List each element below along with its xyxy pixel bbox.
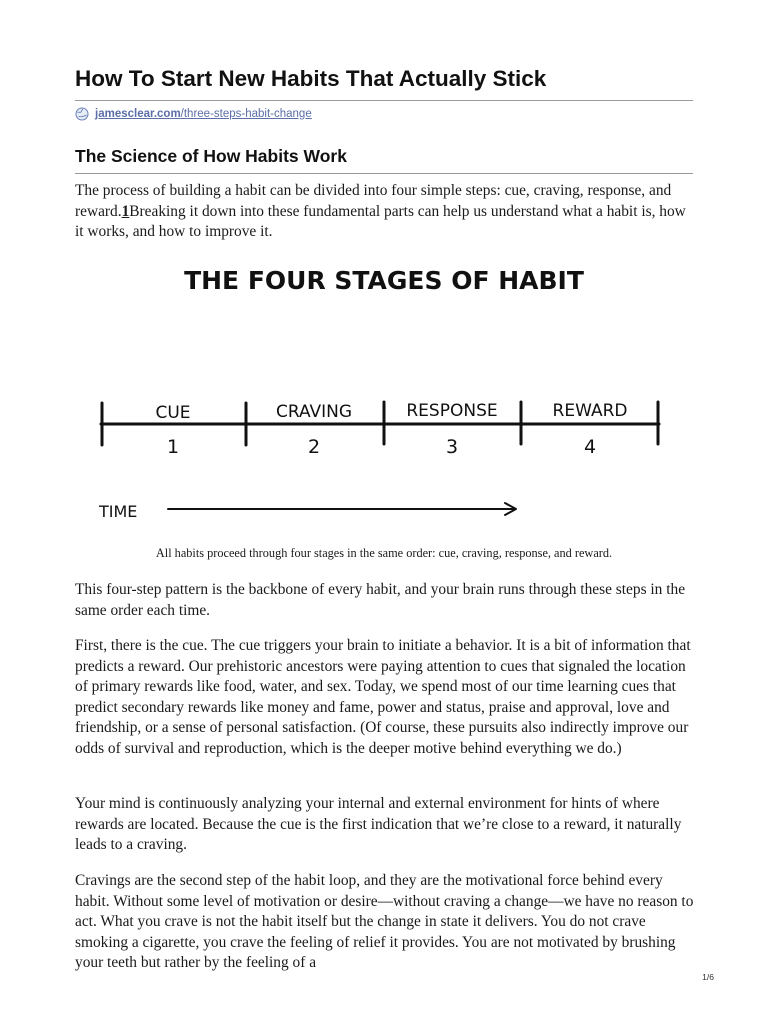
body-paragraph: This four-step pattern is the backbone of every habit, and your brain runs through these steps in the same order each time.	[75, 581, 686, 619]
title-divider	[75, 100, 693, 101]
source-path: /three-steps-habit-change	[180, 108, 312, 120]
article-title: How To Start New Habits That Actually Stick	[75, 66, 547, 91]
stage-label-reward: REWARD	[552, 401, 628, 421]
stage-number-2: 2	[307, 436, 321, 458]
source-line	[75, 106, 312, 122]
page-number: 1/6	[702, 972, 714, 982]
footnote-link[interactable]: 1	[121, 202, 130, 220]
intro-text-continued: Breaking it down into these fundamental parts can help us understand what a habit is, how it works, and how to improve it.	[75, 202, 686, 241]
section-divider	[75, 173, 693, 174]
stage-number-4: 4	[583, 436, 597, 458]
globe-icon	[75, 107, 89, 121]
body-paragraph: Cravings are the second step of the habit loop, and they are the motivational force behind every habit. Without some level of motivation or desire—without craving a change—we have no reason to act. What you crave is not the habit itself but the change in state it delivers. You do not crave smoking a cigarette, you crave the feeling of relief it provides. You are not motivated by brushing your teeth but rather by the feeling of a	[75, 872, 694, 972]
section-heading: The Science of How Habits Work	[75, 146, 347, 166]
stage-label-response: RESPONSE	[406, 401, 498, 421]
stage-label-cue: CUE	[155, 403, 191, 423]
source-link[interactable]	[95, 108, 312, 120]
time-label: TIME	[99, 502, 138, 521]
figure-caption: All habits proceed through four stages in the same order: cue, craving, response, and reward.	[155, 546, 613, 560]
source-domain: jamesclear.com	[95, 108, 181, 120]
body-paragraph: First, there is the cue. The cue triggers your brain to initiate a behavior. It is a bit of information that predicts a reward. Our prehistoric ancestors were paying attention to cues that signaled the location of primary rewards like food, water, and sex. Today, we spend most of our time learning cues that predict secondary rewards like money and fame, power and status, praise and approval, love and friendship, or a sense of personal satisfaction. (Of course, these pursuits also indirectly improve our odds of survival and reproduction, which is the deeper motive behind everything we do.)	[75, 637, 691, 757]
body-paragraph: Your mind is continuously analyzing your internal and external environment for hints of where rewards are located. Because the cue is the first indication that we’re close to a reward, it naturally leads to a craving.	[75, 795, 682, 854]
intro-paragraph	[75, 181, 697, 243]
stage-label-craving: CRAVING	[275, 402, 353, 422]
stage-number-3: 3	[445, 436, 459, 458]
habit-stages-figure	[75, 250, 693, 530]
intro-text: The process of building a habit can be divided into four simple steps: cue, craving, response, and reward.	[75, 182, 672, 220]
stage-number-1: 1	[166, 436, 180, 458]
figure-title: THE FOUR STAGES OF HABIT	[184, 266, 584, 295]
habit-stages-diagram	[75, 250, 693, 530]
